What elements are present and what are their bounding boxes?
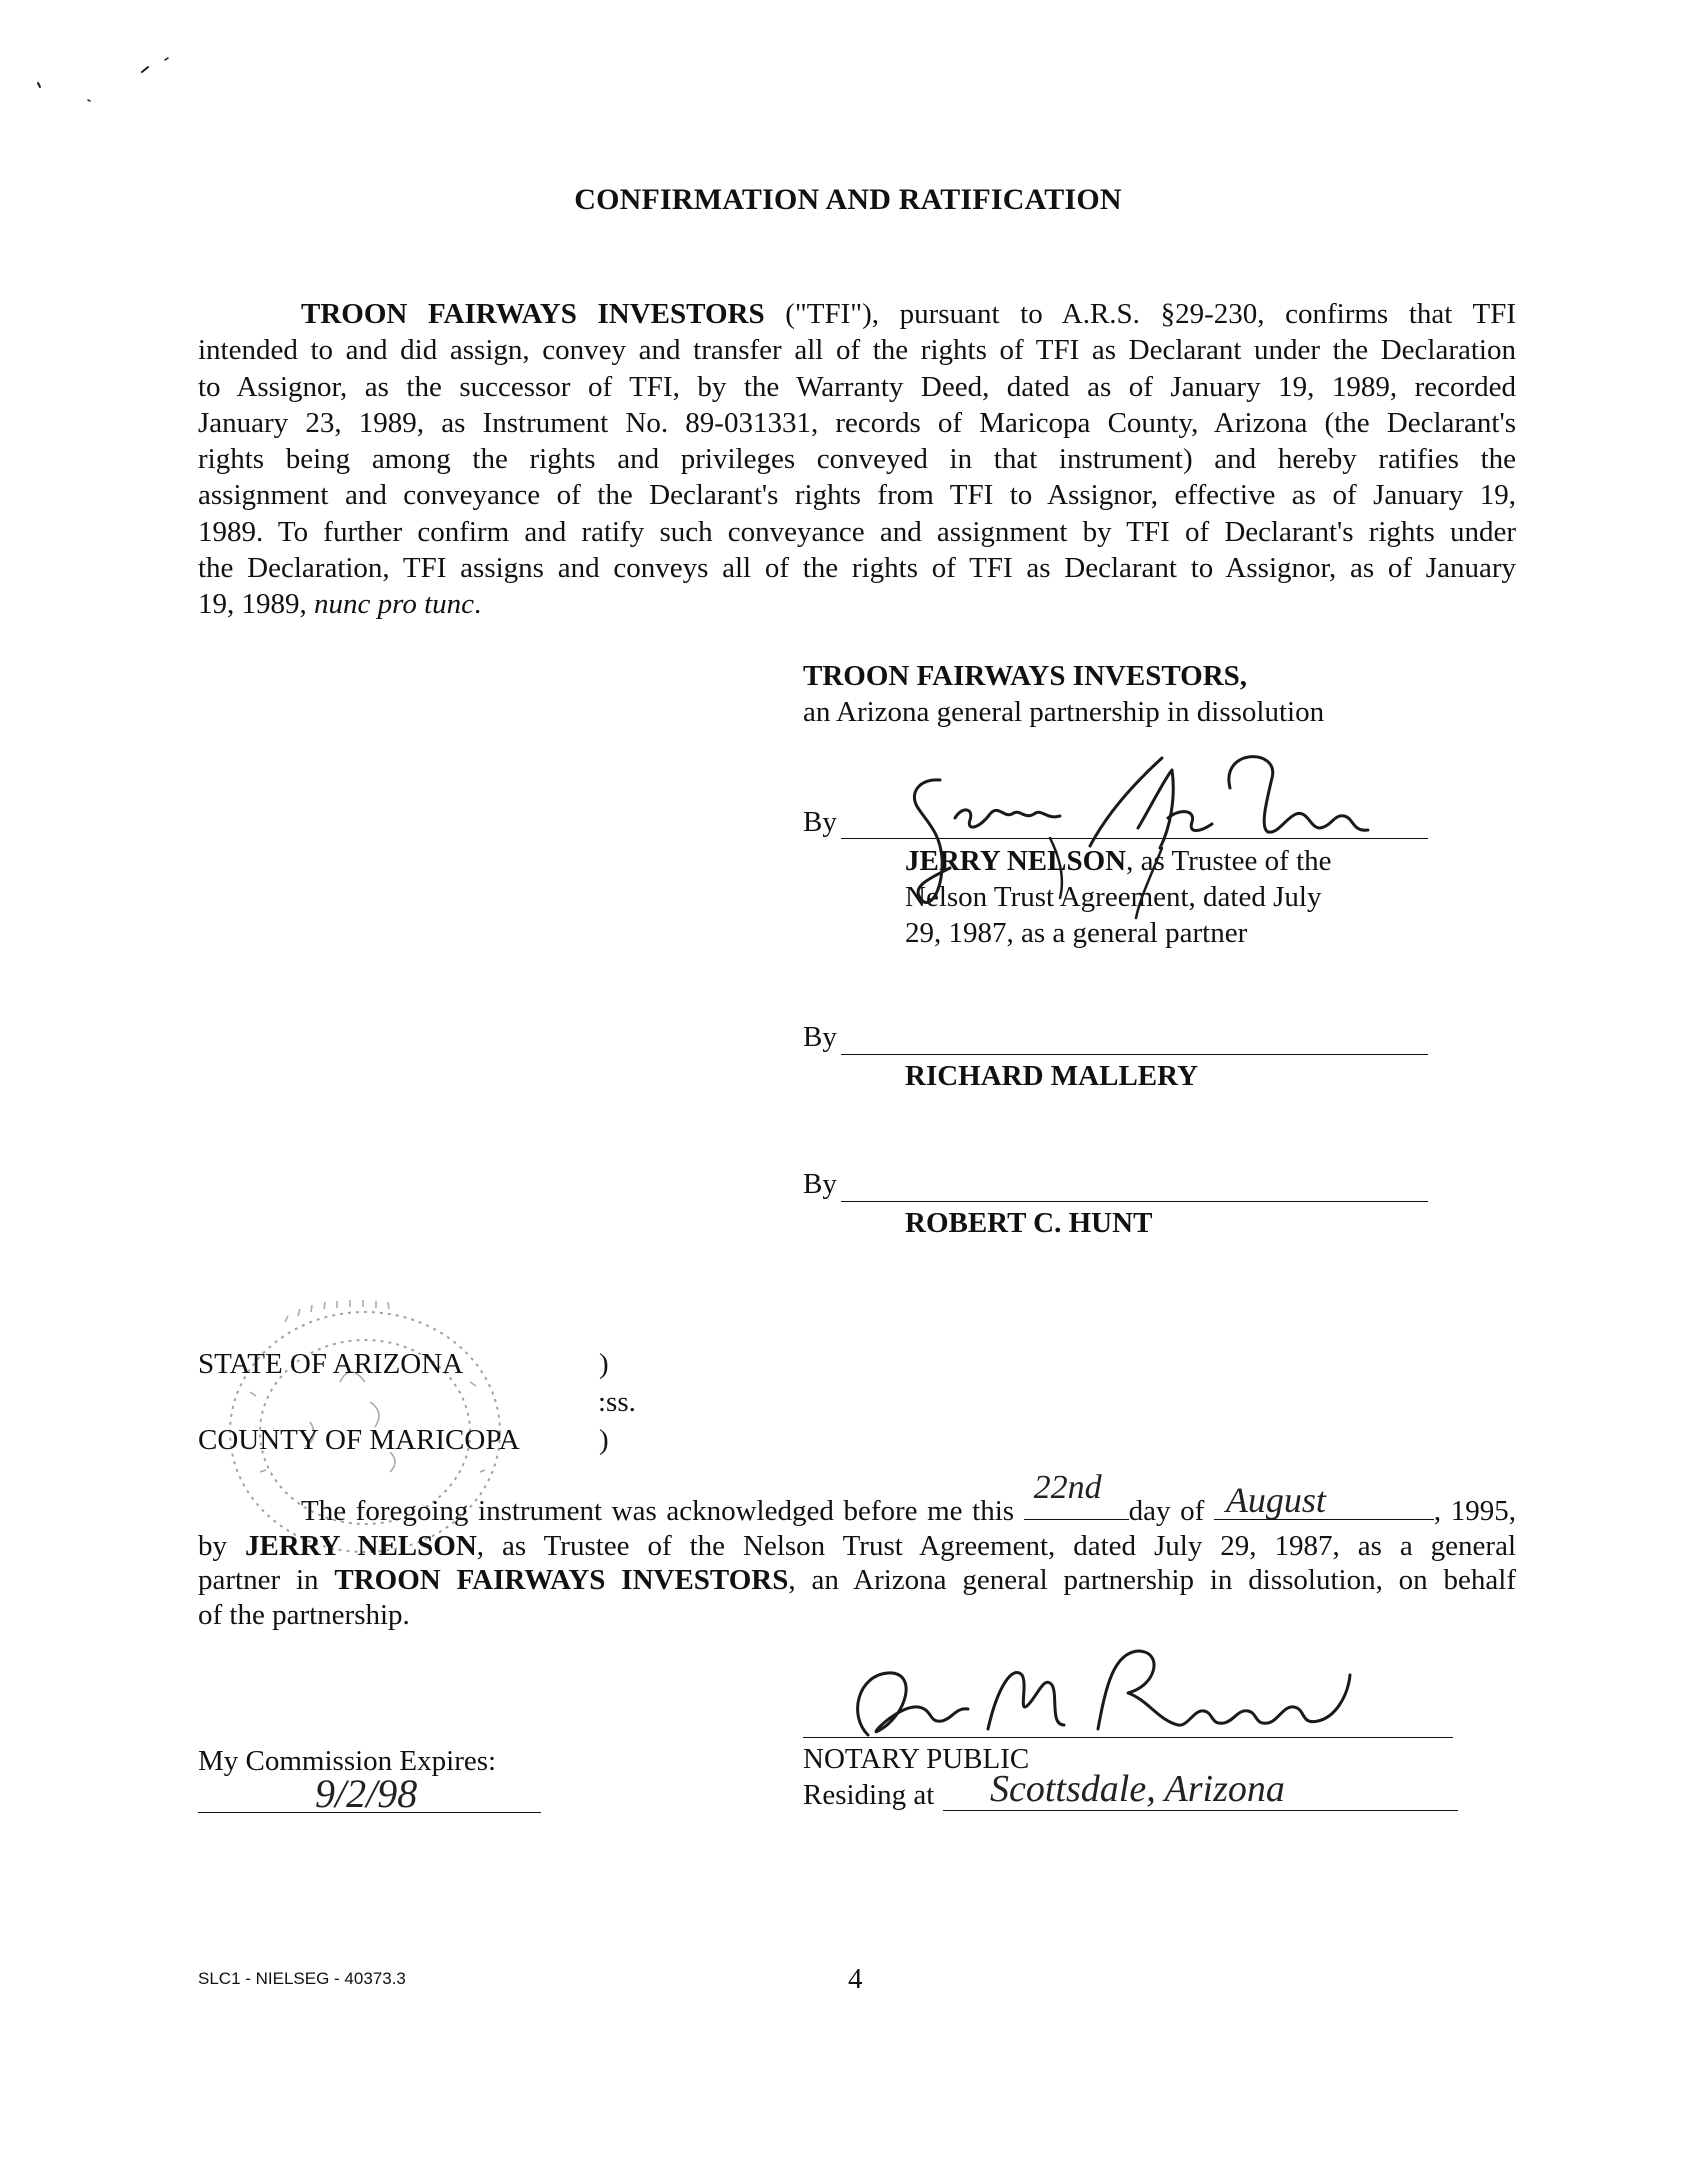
ack-entity-name: TROON FAIRWAYS INVESTORS [334, 1564, 789, 1596]
document-title: CONFIRMATION AND RATIFICATION [574, 183, 1122, 216]
by-label-3: By [803, 1168, 837, 1200]
ack-day-of: day of [1128, 1495, 1205, 1527]
signature-line-2 [841, 1054, 1428, 1055]
body-line-1-text: ("TFI"), pursuant to A.R.S. §29-230, confirms that TFI [764, 298, 1516, 330]
ack-year: , 1995, [1433, 1495, 1517, 1527]
notary-residing-handwritten: Scottsdale, Arizona [990, 1768, 1285, 1810]
body-paragraph [198, 296, 1516, 623]
venue-county: COUNTY OF MARICOPA [198, 1424, 520, 1456]
acknowledgment-paragraph [198, 1469, 1517, 1632]
ack-day-handwritten: 22nd [1033, 1469, 1102, 1506]
ack-line-1-text: The foregoing instrument was acknowledged before me this [301, 1495, 1015, 1527]
signer-1-line-3: 29, 1987, as a general partner [905, 917, 1248, 949]
venue-paren-1: ) [599, 1348, 609, 1380]
page-number: 4 [848, 1963, 863, 1995]
commission-label: My Commission Expires: [198, 1745, 497, 1777]
ack-month-blank [1214, 1480, 1434, 1520]
body-line-1 [198, 296, 1516, 332]
signer-1-suffix: , as Trustee of the [1126, 845, 1332, 877]
notary-title: NOTARY PUBLIC [803, 1743, 1030, 1775]
body-line-9-end: . [474, 588, 482, 621]
venue-state: STATE OF ARIZONA [198, 1348, 464, 1380]
body-line-6: assignment and conveyance of the Declarant's rights from TFI to Assignor, effective as of January 19, [198, 479, 1516, 512]
body-line-8: the Declaration, TFI assigns and conveys all of the rights of TFI as Declarant to Assignor, as of January [198, 552, 1516, 585]
body-line-2: intended to and did assign, convey and transfer all of the rights of TFI as Declarant under the Declaration [198, 334, 1516, 367]
ack-line-1 [198, 1469, 1517, 1529]
body-line-9 [198, 586, 1516, 622]
signature-entity-desc: an Arizona general partnership in dissolution [803, 696, 1325, 728]
by-label-2: By [803, 1021, 837, 1053]
venue-paren-2: ) [599, 1424, 609, 1456]
jerry-nelson-signature [900, 748, 1420, 948]
by-label-1: By [803, 806, 837, 838]
signature-line-3 [841, 1201, 1428, 1202]
scan-speck-marks [20, 50, 160, 120]
ack-line-3 [198, 1563, 1516, 1598]
notary-signature-line [803, 1737, 1453, 1738]
ack-line-2-by: by [198, 1529, 245, 1562]
body-line-4: January 23, 1989, as Instrument No. 89-031331, records of Maricopa County, Arizona (the Declarant's [198, 406, 1516, 439]
venue-ss: :ss. [598, 1386, 636, 1418]
body-line-9-text: 19, 1989, [198, 588, 314, 621]
ack-month-handwritten: August [1225, 1480, 1326, 1520]
ack-line-3-partner: partner in [198, 1564, 335, 1596]
notary-signature [838, 1645, 1438, 1755]
ack-line-2-text: , as Trustee of the Nelson Trust Agreement, dated July 29, 1987, as a general [476, 1529, 1517, 1562]
body-entity-name: TROON FAIRWAYS INVESTORS [301, 298, 765, 330]
ack-line-2 [198, 1529, 1516, 1564]
ack-line-3-text: , an Arizona general partnership in dissolution, on behalf [788, 1564, 1516, 1596]
ack-signer-name: JERRY NELSON [244, 1529, 477, 1562]
signer-1-line-2: Nelson Trust Agreement, dated July [905, 881, 1322, 913]
signature-entity-name: TROON FAIRWAYS INVESTORS, [803, 660, 1248, 692]
notary-residing-label: Residing at [803, 1779, 935, 1811]
nunc-pro-tunc: nunc pro tunc [314, 588, 475, 621]
ack-line-4: of the partnership. [198, 1598, 410, 1631]
body-line-5: rights being among the rights and privileges conveyed in that instrument) and hereby ratifies the [198, 443, 1516, 476]
signer-2-name: RICHARD MALLERY [905, 1060, 1199, 1092]
ack-day-blank [1024, 1469, 1129, 1520]
signer-3-name: ROBERT C. HUNT [905, 1207, 1153, 1239]
commission-date-handwritten: 9/2/98 [315, 1771, 418, 1816]
signature-entity [803, 658, 1324, 730]
signer-1-name: JERRY NELSON [905, 845, 1127, 877]
footer-document-code: SLC1 - NIELSEG - 40373.3 [198, 1969, 406, 1988]
body-line-7: 1989. To further confirm and ratify such conveyance and assignment by TFI of Declarant's rights under [198, 515, 1516, 548]
body-line-3: to Assignor, as the successor of TFI, by the Warranty Deed, dated as of January 19, 1989, recorded [198, 370, 1516, 403]
